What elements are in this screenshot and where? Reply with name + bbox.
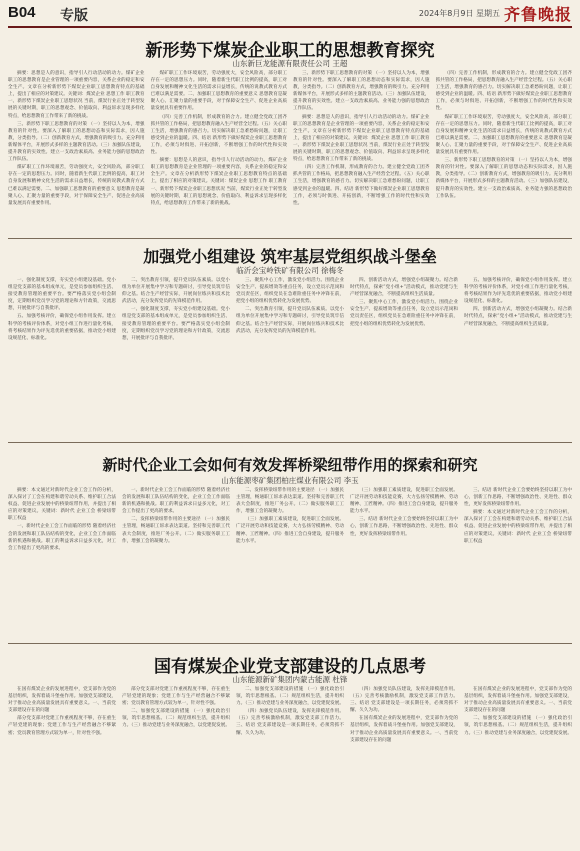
body-column: 摘要：思想是人的意识，指导引人行动活动的动力。煤矿企业职工的思想教育是企业管理的一项重要内容，关系企业的稳定和安全生产。文章在分析新形势下煤炭企业职工思想教育特点的基础上，提出了相应的对策建议。关键词：煤炭企业 思想工作 职工教育 一、新形势下煤炭企业职工思想状况 当前，煤炭行业正处于转型发展的关键时期，职工的思想观念、价值取向、利益诉求呈现多样化特点，给思想教育工作带来了新的挑战。 三、新形势下职工思想教育的对策 （一）坚持以人为本，增强教育的针对性。要深入了解职工的思想动态和实际需求，因人施教，分类指导。（二）创新教育方式，增强教育的吸引力。充分利用新媒体平台，开展形式多样的主题教育活动。（三）加强队伍建设，提升教育的实效性。建立一支政治素质高、业务能力强的思想政治工作队伍。 煤矿职工工作环境艰苦，劳动强度大，安全风险高，部分职工存在一定的思想压力。同时，随着新生代职工比例的提高，职工对自身发展和精神文化生活的需求日益增长，传统的说教式教育方式已难以满足需要。二、加强职工思想教育的重要意义 思想教育是凝聚人心、汇聚力量的重要手段，对于保障安全生产、促进企业高质量发展具有重要作用。	[8, 71, 145, 206]
article-3	[8, 454, 572, 640]
masthead	[8, 4, 572, 28]
body-column: 一、强化制度支撑，夯实党小组建设基础。党小组是党支部的基本组成单元，是党员参加组织生活、接受教育管理的重要平台。要严格落实党小组会制度，定期组织党员学习党的理论和方针政策，交流思想，开展批评与自我批评。 五、加强考核评价，确保党小组作用发挥。建立科学的考核评价体系，对党小组工作进行量化考核，将考核结果作为评先选优的重要依据，推动党小组建设规范化、标准化。	[8, 278, 116, 341]
article-1	[8, 36, 572, 236]
body-column: 摘要：本文通过对新时代企业工会工作的分析，深入探讨了工会在构建和谐劳动关系、维护职工合法权益、促进企业发展中的桥梁纽带作用，并提出了相应的对策建议。关键词：新时代 企业工会 桥梁纽带 职工权益 一、新时代企业工会工作面临的形势 随着经济社会的发展和职工队伍结构的变化，企业工会工作面临新的机遇和挑战。职工的利益诉求日益多元化，对工会工作提出了更高的要求。	[8, 488, 116, 551]
article-headline: 国有煤炭企业党支部建设的几点思考	[154, 657, 426, 677]
divider	[8, 238, 572, 239]
article-byline: 临沂会宝岭铁矿有限公司 徐梅冬	[236, 266, 344, 275]
section-name: 专版	[60, 8, 88, 24]
article-body	[8, 70, 572, 235]
body-column: 在国有煤炭企业的发展进程中，党支部作为党的基层组织，发挥着战斗堡垒作用。加强党支部建设，对于推动企业高质量发展具有重要意义。一、当前党支部建设存在的问题 二、加强党支部建设的措施 （一）强化政治引领，筑牢思想根基。（二）规范组织生活，提升组织力。（三）推动党建与业务深度融合，以党建促发展。	[464, 687, 572, 736]
issue-date: 2024年8月9日 星期五	[418, 9, 500, 18]
article-headline: 新时代企业工会如何有效发挥桥梁纽带作用的探索和研究	[102, 456, 478, 474]
body-column: （四）加强党员队伍建设，发挥先锋模范作用。（五）完善考核激励机制，激发党支部工作活力。三、结语 党支部建设是一项长期任务，必须常抓不懈、久久为功。 在国有煤炭企业的发展进程中，党支部作为党的基层组织，发挥着战斗堡垒作用。加强党支部建设，对于推动企业高质量发展具有重要意义。一、当前党支部建设存在的问题	[350, 687, 458, 743]
article-headline: 加强党小组建设 筑牢基层党组织战斗堡垒	[143, 247, 437, 266]
body-column: 三、聚焦中心工作，激发党小组活力。围绕企业安全生产、提质增效等重点任务，设立党员示范岗和党员责任区，组织党员在急难险重任务中冲锋在前，把党小组的组织优势转化为发展优势。 二、突出教育引领，提升党员队伍素质。以党小组为单位开展集中学习和专题研讨，引导党员筑牢信仰之基。结合生产经营实际，开展岗位练兵和技术比武活动，充分发挥党员的先锋模范作用。	[236, 278, 344, 334]
body-column: （四）完善工作机制，形成教育的合力。建立健全党政工团齐抓共管的工作格局，把思想教育融入生产经营全过程。（五）关心职工生活，增强教育的感召力。切实解决职工急难愁盼问题，让职工感受到企业的温暖。四、结语 新形势下做好煤炭企业职工思想教育工作，必须与时俱进、开拓创新，不断增强工作的时代性和实效性。 煤矿职工工作环境艰苦，劳动强度大，安全风险高，部分职工存在一定的思想压力。同时，随着新生代职工比例的提高，职工对自身发展和精神文化生活的需求日益增长，传统的说教式教育方式已难以满足需要。二、加强职工思想教育的重要意义 思想教育是凝聚人心、汇聚力量的重要手段，对于保障安全生产、促进企业高质量发展具有重要作用。 三、新形势下职工思想教育的对策 （一）坚持以人为本，增强教育的针对性。要深入了解职工的思想动态和实际需求，因人施教，分类指导。（二）创新教育方式，增强教育的吸引力。充分利用新媒体平台，开展形式多样的主题教育活动。（三）加强队伍建设，提升教育的实效性。建立一支政治素质高、业务能力强的思想政治工作队伍。	[435, 71, 572, 199]
article-byline: 山东新巨龙能源有限责任公司 王超	[232, 59, 348, 68]
body-column: 三、结语 新时代企业工会要始终坚持以职工为中心，创新工作思路，不断增强政治性、先进性、群众性，更好发挥桥梁纽带作用。 摘要：本文通过对新时代企业工会工作的分析，深入探讨了工会在构建和谐劳动关系、维护职工合法权益、促进企业发展中的桥梁纽带作用，并提出了相应的对策建议。关键词：新时代 企业工会 桥梁纽带 职工权益	[464, 488, 572, 544]
body-column: 在国有煤炭企业的发展进程中，党支部作为党的基层组织，发挥着战斗堡垒作用。加强党支部建设，对于推动企业高质量发展具有重要意义。一、当前党支部建设存在的问题 部分党支部对党建工作重视程度不够，存在重生产轻党建的现象；党建工作与生产经营融合不够紧密；党员教育管理方式较为单一，针对性不强。	[8, 687, 116, 736]
article-4	[8, 652, 572, 847]
article-headline: 新形势下煤炭企业职工的思想教育探究	[145, 41, 435, 61]
body-column: 四、创新活动方式，增强党小组凝聚力。结合新时代特点，探索“党小组+”活动模式，推动党建与生产经营深度融合，不断提高组织生活质量。 三、聚焦中心工作，激发党小组活力。围绕企业安全生产、提质增效等重点任务，设立党员示范岗和党员责任区，组织党员在急难险重任务中冲锋在前，把党小组的组织优势转化为发展优势。	[350, 278, 458, 327]
body-column: 二、发挥桥梁纽带作用的主要途径 （一）加强民主管理，畅通职工诉求表达渠道。坚持和完善职工代表大会制度，推进厂务公开。（二）做实服务职工工作，增强工会的凝聚力。 （三）加强职工素质建设，促进职工全面发展。广泛开展劳动和技能竞赛，大力弘扬劳模精神、劳动精神、工匠精神。（四）推进工会自身建设，提升服务能力水平。	[236, 488, 344, 544]
body-column: 一、新时代企业工会工作面临的形势 随着经济社会的发展和职工队伍结构的变化，企业工会工作面临新的机遇和挑战。职工的利益诉求日益多元化，对工会工作提出了更高的要求。 二、发挥桥梁纽带作用的主要途径 （一）加强民主管理，畅通职工诉求表达渠道。坚持和完善职工代表大会制度，推进厂务公开。（二）做实服务职工工作，增强工会的凝聚力。	[122, 488, 230, 544]
body-column: 三、新形势下职工思想教育的对策 （一）坚持以人为本，增强教育的针对性。要深入了解职工的思想动态和实际需求，因人施教，分类指导。（二）创新教育方式，增强教育的吸引力。充分利用新媒体平台，开展形式多样的主题教育活动。（三）加强队伍建设，提升教育的实效性。建立一支政治素质高、业务能力强的思想政治工作队伍。 摘要：思想是人的意识，指导引人行动活动的动力。煤矿企业职工的思想教育是企业管理的一项重要内容，关系企业的稳定和安全生产。文章在分析新形势下煤炭企业职工思想教育特点的基础上，提出了相应的对策建议。关键词：煤炭企业 思想工作 职工教育 一、新形势下煤炭企业职工思想状况 当前，煤炭行业正处于转型发展的关键时期，职工的思想观念、价值取向、利益诉求呈现多样化特点，给思想教育工作带来了新的挑战。 （四）完善工作机制，形成教育的合力。建立健全党政工团齐抓共管的工作格局，把思想教育融入生产经营全过程。（五）关心职工生活，增强教育的感召力。切实解决职工急难愁盼问题，让职工感受到企业的温暖。四、结语 新形势下做好煤炭企业职工思想教育工作，必须与时俱进、开拓创新，不断增强工作的时代性和实效性。	[293, 71, 430, 206]
body-column: 二、加强党支部建设的措施 （一）强化政治引领，筑牢思想根基。（二）规范组织生活，提升组织力。（三）推动党建与业务深度融合，以党建促发展。 （四）加强党员队伍建设，发挥先锋模范作用。（五）完善考核激励机制，激发党支部工作活力。三、结语 党支部建设是一项长期任务，必须常抓不懈、久久为功。	[236, 687, 344, 736]
body-column: 二、突出教育引领，提升党员队伍素质。以党小组为单位开展集中学习和专题研讨，引导党员筑牢信仰之基。结合生产经营实际，开展岗位练兵和技术比武活动，充分发挥党员的先锋模范作用。 一、强化制度支撑，夯实党小组建设基础。党小组是党支部的基本组成单元，是党员参加组织生活、接受教育管理的重要平台。要严格落实党小组会制度，定期组织党员学习党的理论和方针政策，交流思想，开展批评与自我批评。	[122, 278, 230, 341]
body-column: 煤矿职工工作环境艰苦，劳动强度大，安全风险高，部分职工存在一定的思想压力。同时，随着新生代职工比例的提高，职工对自身发展和精神文化生活的需求日益增长，传统的说教式教育方式已难以满足需要。二、加强职工思想教育的重要意义 思想教育是凝聚人心、汇聚力量的重要手段，对于保障安全生产、促进企业高质量发展具有重要作用。 （四）完善工作机制，形成教育的合力。建立健全党政工团齐抓共管的工作格局，把思想教育融入生产经营全过程。（五）关心职工生活，增强教育的感召力。切实解决职工急难愁盼问题，让职工感受到企业的温暖。四、结语 新形势下做好煤炭企业职工思想教育工作，必须与时俱进、开拓创新，不断增强工作的时代性和实效性。 摘要：思想是人的意识，指导引人行动活动的动力。煤矿企业职工的思想教育是企业管理的一项重要内容，关系企业的稳定和安全生产。文章在分析新形势下煤炭企业职工思想教育特点的基础上，提出了相应的对策建议。关键词：煤炭企业 思想工作 职工教育 一、新形势下煤炭企业职工思想状况 当前，煤炭行业正处于转型发展的关键时期，职工的思想观念、价值取向、利益诉求呈现多样化特点，给思想教育工作带来了新的挑战。	[150, 71, 287, 206]
body-column: （三）加强职工素质建设，促进职工全面发展。广泛开展劳动和技能竞赛，大力弘扬劳模精神、劳动精神、工匠精神。（四）推进工会自身建设，提升服务能力水平。 三、结语 新时代企业工会要始终坚持以职工为中心，创新工作思路，不断增强政治性、先进性、群众性，更好发挥桥梁纽带作用。	[350, 488, 458, 537]
divider	[8, 442, 572, 443]
divider	[8, 643, 572, 644]
body-column: 五、加强考核评价，确保党小组作用发挥。建立科学的考核评价体系，对党小组工作进行量化考核，将考核结果作为评先选优的重要依据，推动党小组建设规范化、标准化。 四、创新活动方式，增强党小组凝聚力。结合新时代特点，探索“党小组+”活动模式，推动党建与生产经营深度融合，不断提高组织生活质量。	[464, 278, 572, 327]
article-byline: 山东能源新矿集团内蒙古能源 杜锋	[232, 675, 348, 684]
newspaper-logo: 齐鲁晚报	[503, 5, 572, 24]
article-2	[8, 244, 572, 434]
article-body	[8, 487, 572, 639]
page-code: B04	[8, 4, 36, 21]
article-body	[8, 277, 572, 433]
article-body	[8, 686, 572, 846]
article-byline: 山东能源枣矿集团柏庄煤业有限公司 李玉	[221, 476, 359, 485]
body-column: 部分党支部对党建工作重视程度不够，存在重生产轻党建的现象；党建工作与生产经营融合不够紧密；党员教育管理方式较为单一，针对性不强。 二、加强党支部建设的措施 （一）强化政治引领，筑牢思想根基。（二）规范组织生活，提升组织力。（三）推动党建与业务深度融合，以党建促发展。	[122, 687, 230, 729]
